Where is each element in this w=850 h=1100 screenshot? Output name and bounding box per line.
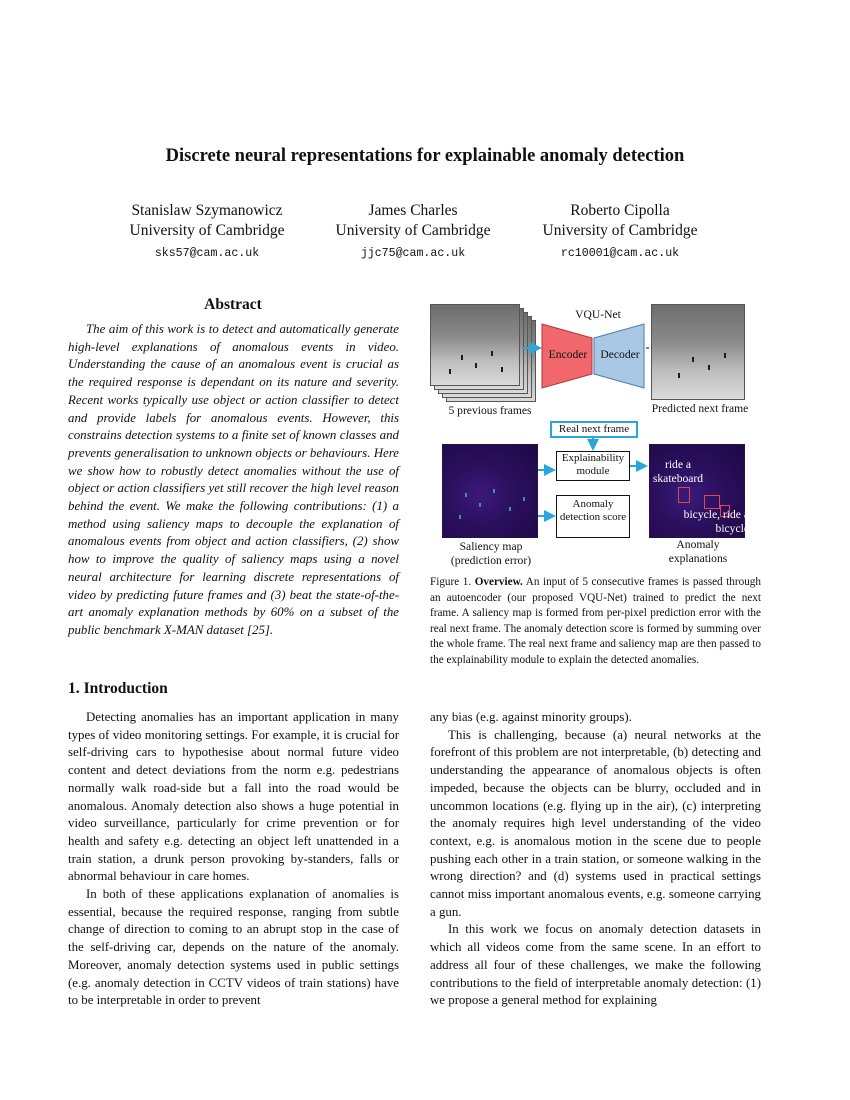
label-previous-frames: 5 previous frames — [448, 404, 532, 417]
author-3 — [515, 201, 725, 264]
caption-title: Overview. — [474, 576, 523, 588]
author-affiliation: University of Cambridge — [542, 222, 698, 239]
left-column-body — [68, 709, 399, 1010]
figure-caption — [430, 575, 761, 668]
section-title: Introduction — [83, 680, 168, 697]
figure-overview — [430, 304, 762, 572]
author-name: James Charles — [368, 202, 458, 219]
abstract-heading: Abstract — [204, 296, 262, 313]
author-email[interactable]: sks57@cam.ac.uk — [154, 247, 260, 260]
right-column-body — [430, 709, 761, 1010]
label-predicted-frame: Predicted next frame — [651, 402, 749, 415]
anomaly-score-box: Anomaly detection score — [556, 495, 630, 538]
real-next-frame-box: Real next frame — [550, 421, 638, 438]
author-affiliation: University of Cambridge — [129, 222, 285, 239]
author-email[interactable]: rc10001@cam.ac.uk — [560, 247, 680, 260]
label-vqu-net: VQU-Net — [575, 308, 621, 321]
paper-title: Discrete neural representations for explainable anomaly detection — [165, 146, 685, 166]
author-2 — [308, 201, 518, 264]
abstract-text: The aim of this work is to detect and automatically generate high-level explanations of anomalous events in video. Understanding the cause of an anomalous event is crucial as the required response is dependant on its nature and severity. Recent works typically use object or action classifier to detect and provide labels for anomalous events. However, this constrains detection systems to a finite set of known classes and prevents generalisation to unknown objects or behaviours. Here we show how to robustly detect anomalies without the use of object or action classifiers yet still recover the high level reason behind the event. We make the following contributions: (1) a method using saliency maps to decouple the explanation of anomalous events from object and action classifiers, (2) show how to improve the quality of saliency maps using a novel neural architecture for learning discrete representations of video by predicting future frames and (3) beat the state-of-the-art anomaly explanation methods by 60% on a subset of the public benchmark X-MAN dataset [25]. — [68, 322, 399, 637]
overlay-bicycle: bicycle, ride a bicycle — [683, 508, 749, 535]
label-encoder: Encoder — [548, 348, 588, 361]
author-1 — [102, 201, 312, 264]
caption-lead: Figure 1. — [430, 576, 472, 588]
paragraph: This is challenging, because (a) neural networks at the forefront of this problem are not interpretable, (b) detecting and understanding the appearance of anomalous objects is often impeded, because the objects can be blurry, occluded and in uncommon locations (e.g. flying up in the air), (c) interpreting the anomaly requires high level understanding of the video context, e.g. is anomalous motion in the scene due to people pushing each other in a train station, or someone walking in the wrong direction? and (d) systems used in practical settings cannot miss important anomalous events, e.g. someone carrying a gun. — [430, 727, 761, 919]
paragraph: In this work we focus on anomaly detection datasets in which all videos come from the same scene. In an effort to address all four of these challenges, we make the following contributions to the field of interpretable anomaly detection: (1) we propose a general method for explaining — [430, 922, 761, 1008]
paragraph: any bias (e.g. against minority groups). — [430, 710, 632, 724]
paragraph: In both of these applications explanation of anomalies is essential, because the required response, ranging from subtle change of direction to coming to an abrupt stop in the case of the self-driving car, depends on the nature of the anomaly. Moreover, anomaly detection systems used in public settings (e.g. anomaly detection in CCTV videos of train stations) have to be interpretable in order to prevent — [68, 887, 399, 1008]
author-email[interactable]: jjc75@cam.ac.uk — [360, 247, 466, 260]
section-heading — [68, 680, 172, 698]
section-number: 1. — [68, 680, 80, 697]
label-anomaly-explanations: Anomaly explanations — [668, 538, 728, 565]
author-affiliation: University of Cambridge — [335, 222, 491, 239]
label-saliency-map: Saliency map (prediction error) — [450, 540, 532, 567]
overlay-skateboard: ride a skateboard — [652, 458, 704, 485]
label-decoder: Decoder — [600, 348, 640, 361]
caption-text: An input of 5 consecutive frames is passed through an autoencoder (our proposed VQU-Net) trained to predict the next frame. A saliency map is formed from per-pixel prediction error with the real next frame. The anomaly detection score is formed by summing over the whole frame. The real next frame and saliency map are then passed to the explainability module to explain the detected anomalies. — [430, 576, 761, 666]
author-name: Roberto Cipolla — [570, 202, 670, 219]
paragraph: Detecting anomalies has an important application in many types of video monitoring settings. For example, it is crucial for self-driving cars to hypothesise about normal future video content and detect deviations from the norm e.g. pedestrians normally walk road-side but a fall into the road would be anomalous. Anomaly detection also shows a huge potential in video surveillance, particularly for crime prevention or for health and safety e.g. detecting an object left unattended in a train station, a drunk person provoking by-standers, falls or abnormal behaviour in care homes. — [68, 710, 399, 884]
explainability-module-box: Explainability module — [556, 451, 630, 481]
author-name: Stanislaw Szymanowicz — [131, 202, 283, 219]
